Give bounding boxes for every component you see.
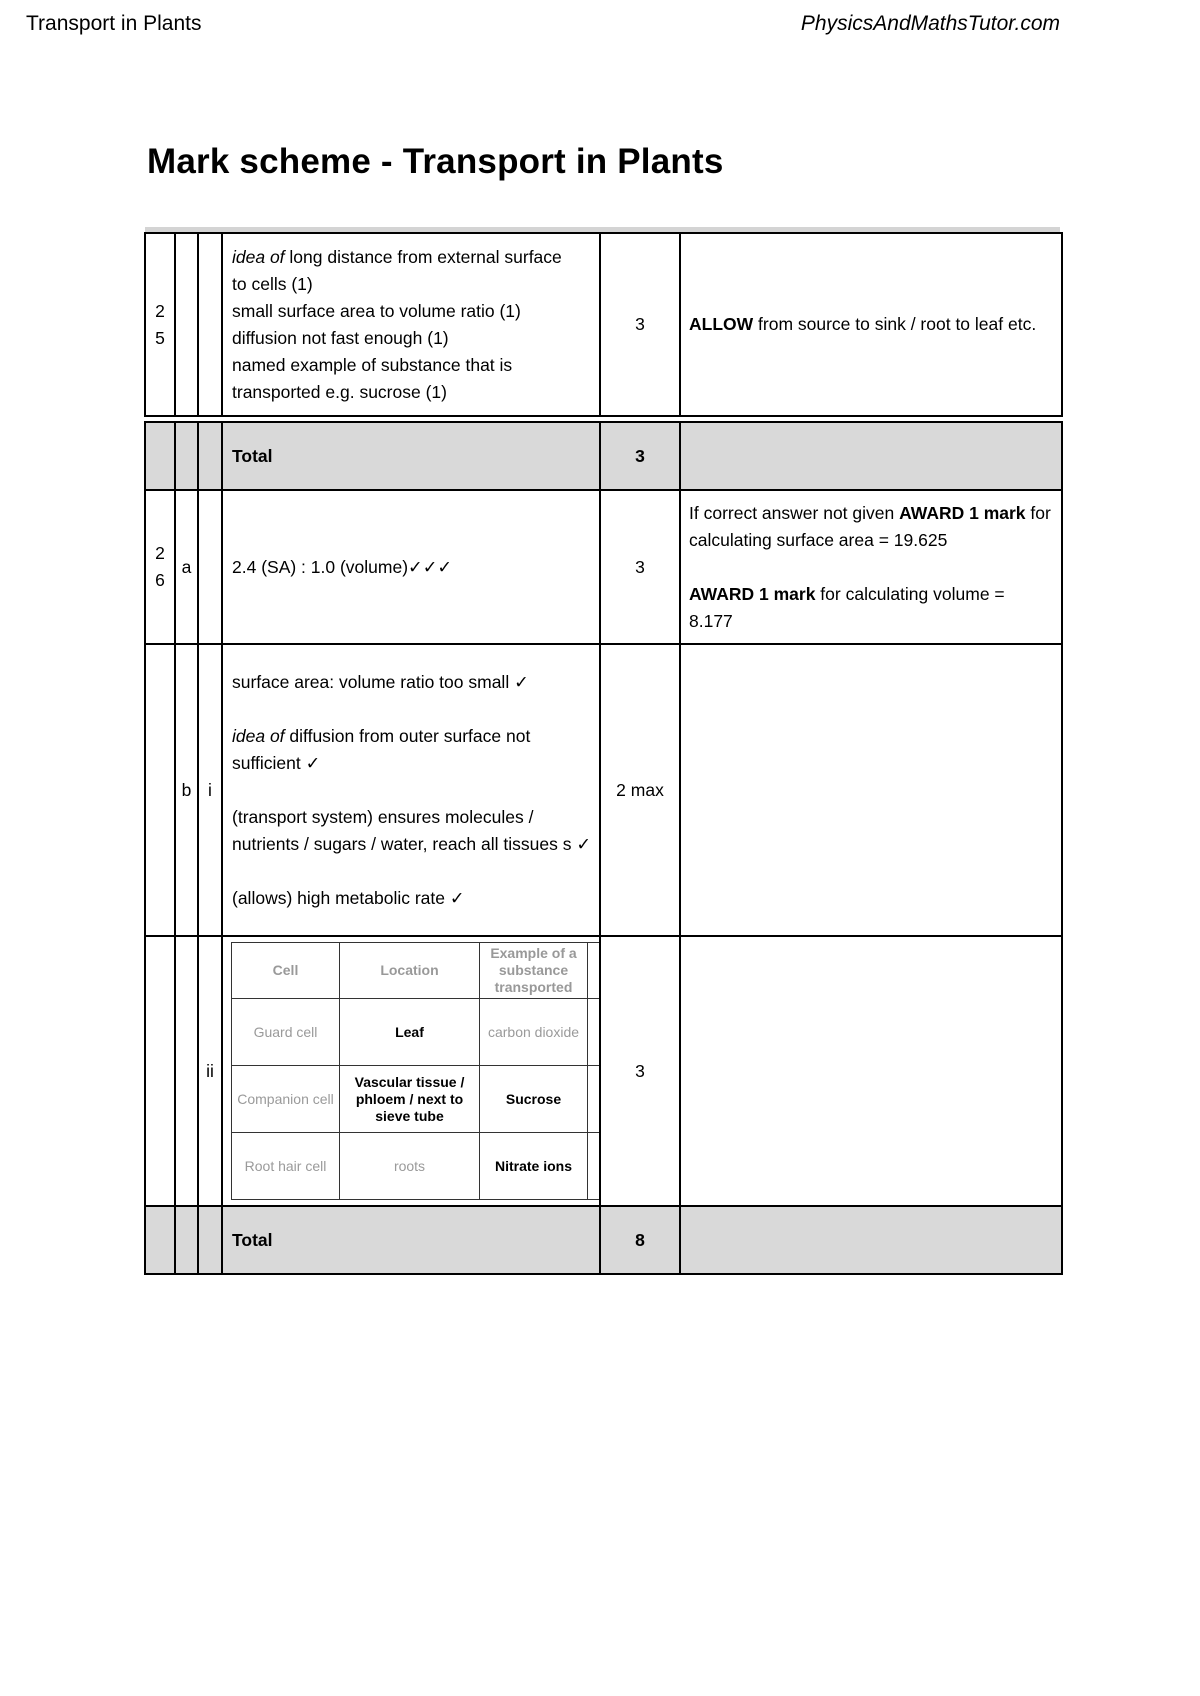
total-marks: 3 [600,422,680,490]
column-header: Example of a substance transported [480,943,588,999]
question-number [145,644,175,936]
guidance-cell [680,644,1062,936]
table-row: Guard cell Leaf carbon dioxide [232,999,600,1066]
part-cell [175,233,198,416]
answer-cell [222,936,600,1206]
marks-cell: 3 [600,233,680,416]
page-header-right: PhysicsAndMathsTutor.com [800,12,1060,35]
answer-cell: 2.4 (SA) : 1.0 (volume)✓✓✓ [222,490,600,644]
total-label: Total [222,1206,600,1274]
q25-row [145,233,1062,416]
question-number: 2 5 [145,233,175,416]
marks-cell: 2 max [600,644,680,936]
question-number: 2 6 [145,490,175,644]
subpart-label: i [198,644,222,936]
answer-cell: surface area: volume ratio too small ✓ idea of diffusion from outer surface not sufficient ✓ (transport system) ensures molecules / nutrients / sugars / water, reach all tissues s ✓ (allows) high metabolic rate ✓ [222,644,600,936]
marks-cell: 3 [600,936,680,1206]
answer-cell: idea of long distance from external surface to cells (1) small surface area to volume ratio (1) diffusion not fast enough (1) named example of substance that is transported e.g. sucrose (1) [222,233,600,416]
guidance-cell [680,936,1062,1206]
subpart-cell [198,233,222,416]
mark-scheme-table [144,232,1063,1275]
q26-total-row [145,1206,1062,1274]
total-label: Total [222,422,600,490]
table-row: Companion cell Vascular tissue / phloem / next to sieve tube Sucrose [232,1066,600,1133]
q26bi-row [145,644,1062,936]
part-label: b [175,644,198,936]
subpart-cell [198,490,222,644]
q26bii-row [145,936,1062,1206]
guidance-cell: ALLOW from source to sink / root to leaf etc. [680,233,1062,416]
part-cell [175,936,198,1206]
page-title: Mark scheme - Transport in Plants [147,142,724,181]
guidance-cell: If correct answer not given AWARD 1 mark for calculating surface area = 19.625 AWARD 1 mark for calculating volume = 8.177 [680,490,1062,644]
marks-cell: 3 [600,490,680,644]
question-number [145,936,175,1206]
q26a-row [145,490,1062,644]
table-row: Root hair cell roots Nitrate ions [232,1133,600,1200]
part-label: a [175,490,198,644]
page-header-left: Transport in Plants [26,12,202,35]
q25-total-row [145,422,1062,490]
column-header: Cell [232,943,340,999]
column-header: Location [340,943,480,999]
cell-location-table [231,942,599,1200]
subpart-label: ii [198,936,222,1206]
total-marks: 8 [600,1206,680,1274]
